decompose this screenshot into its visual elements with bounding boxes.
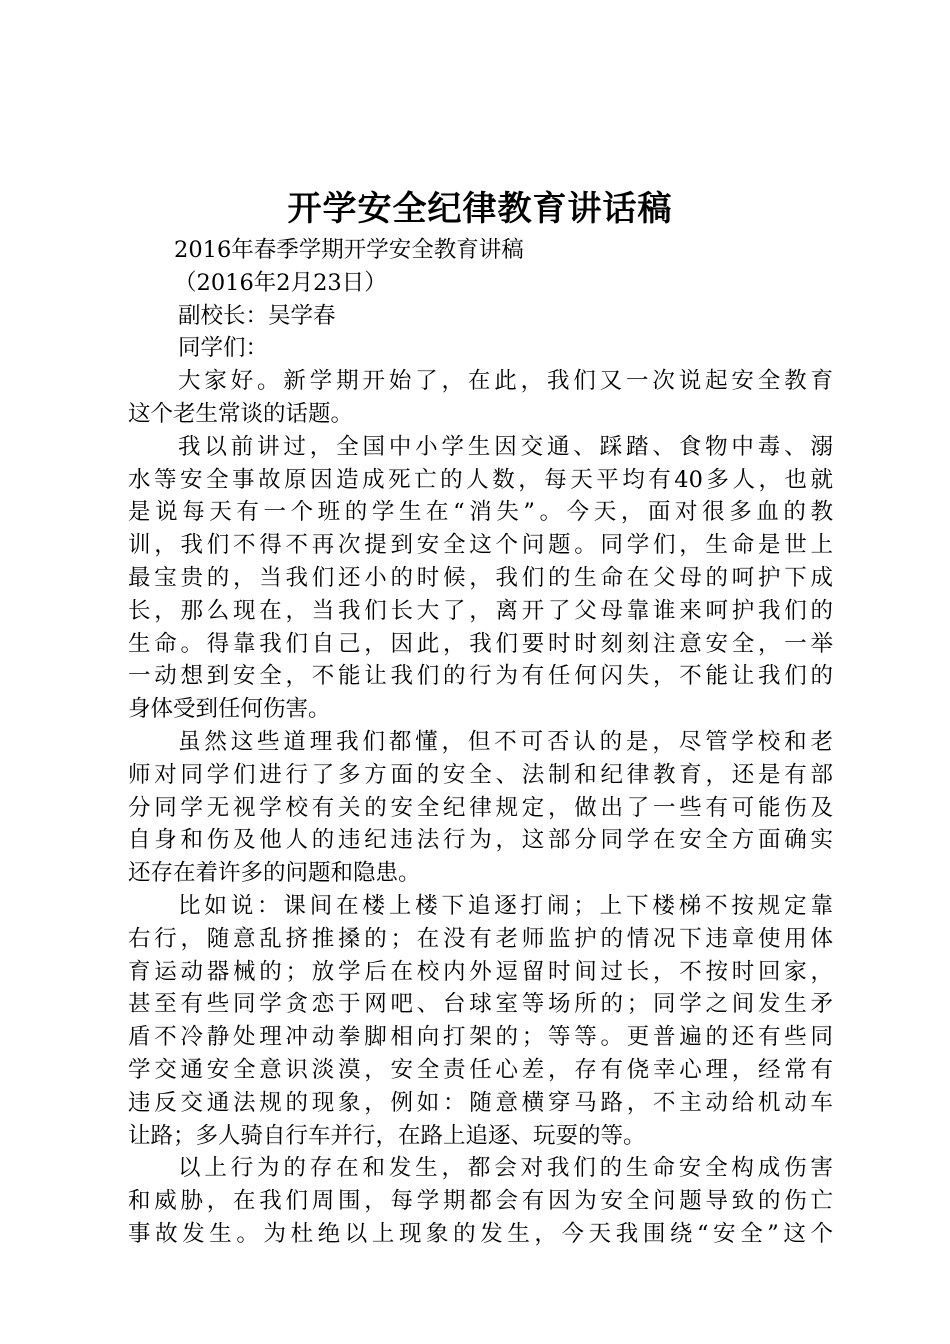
paragraph-line: 一动想到安全，不能让我们的行为有任何闪失，不能让我们的 bbox=[128, 663, 833, 690]
paragraph-line: 学交通安全意识淡漠，安全责任心差，存有侥幸心理，经常有 bbox=[128, 1056, 833, 1083]
paragraph-line: 右行，随意乱挤推搡的；在没有老师监护的情况下违章使用体 bbox=[128, 925, 833, 952]
paragraph-line: 生命。得靠我们自己，因此，我们要时时刻刻注意安全，一举 bbox=[128, 630, 833, 657]
paragraph-line: 育运动器械的；放学后在校内外逗留时间过长，不按时回家， bbox=[128, 958, 833, 985]
paragraph-line: 训，我们不得不再次提到安全这个问题。同学们，生命是世上 bbox=[128, 532, 833, 559]
speech-date: （2016年2月23日） bbox=[174, 269, 387, 296]
paragraph-line: 违反交通法规的现象，例如：随意横穿马路，不主动给机动车 bbox=[128, 1089, 833, 1116]
paragraph-line: 师对同学们进行了多方面的安全、法制和纪律教育，还是有部 bbox=[128, 761, 833, 788]
paragraph-line: 分同学无视学校有关的安全纪律规定，做出了一些有可能伤及 bbox=[128, 794, 833, 821]
paragraph-line: 自身和伤及他人的违纪违法行为，这部分同学在安全方面确实 bbox=[128, 827, 833, 854]
paragraph-line: 让路；多人骑自行车并行，在路上追逐、玩耍的等。 bbox=[128, 1122, 646, 1149]
paragraph-line: 以上行为的存在和发生，都会对我们的生命安全构成伤害 bbox=[178, 1155, 833, 1182]
paragraph-line: 比如说：课间在楼上楼下追逐打闹；上下楼梯不按规定靠 bbox=[178, 892, 833, 919]
paragraph-line: 这个老生常谈的话题。 bbox=[128, 400, 354, 427]
paragraph-line: 还存在着许多的问题和隐患。 bbox=[128, 860, 421, 887]
paragraph-line: 长，那么现在，当我们长大了，离开了父母靠谁来呵护我们的 bbox=[128, 597, 833, 624]
paragraph-line: 甚至有些同学贪恋于网吧、台球室等场所的；同学之间发生矛 bbox=[128, 991, 833, 1018]
document-title: 开学安全纪律教育讲话稿 bbox=[287, 189, 673, 229]
paragraph-line: 最宝贵的，当我们还小的时候，我们的生命在父母的呵护下成 bbox=[128, 564, 833, 591]
speaker-line: 副校长：吴学春 bbox=[178, 302, 336, 329]
paragraph-line: 事故发生。为杜绝以上现象的发生，今天我围绕“安全”这个 bbox=[128, 1220, 833, 1247]
paragraph-line: 虽然这些道理我们都懂，但不可否认的是，尽管学校和老 bbox=[178, 728, 833, 755]
salutation: 同学们： bbox=[178, 335, 269, 362]
paragraph-line: 盾不冷静处理冲动拳脚相向打架的；等等。更普遍的还有些同 bbox=[128, 1024, 833, 1051]
paragraph-line: 身体受到任何伤害。 bbox=[128, 696, 331, 723]
paragraph-line: 是说每天有一个班的学生在“消失”。今天，面对很多血的教 bbox=[128, 499, 833, 526]
speech-subtitle: 2016年春季学期开学安全教育讲稿 bbox=[174, 237, 524, 263]
document-body bbox=[128, 234, 833, 1251]
paragraph-line: 水等安全事故原因造成死亡的人数，每天平均有40多人，也就 bbox=[128, 466, 833, 493]
paragraph-line: 大家好。新学期开始了，在此，我们又一次说起安全教育 bbox=[178, 368, 833, 395]
paragraph-line: 我以前讲过，全国中小学生因交通、踩踏、食物中毒、溺 bbox=[178, 433, 833, 460]
paragraph-line: 和威胁，在我们周围，每学期都会有因为安全问题导致的伤亡 bbox=[128, 1188, 833, 1215]
